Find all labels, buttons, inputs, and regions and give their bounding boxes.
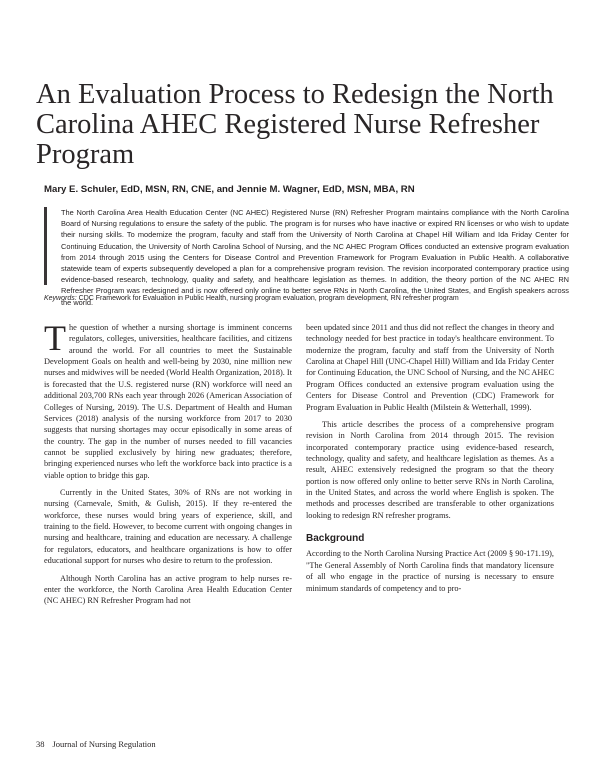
keywords-label: Keywords: [44, 295, 77, 302]
body-column-right [306, 322, 554, 594]
keywords-line [44, 295, 574, 302]
intro-paragraph-1 [44, 318, 292, 481]
keywords-text: CDC Framework for Evaluation in Public Health, nursing program evaluation, program development, RN refresher program [76, 295, 459, 302]
article-title: An Evaluation Process to Redesign the North Carolina AHEC Registered Nurse Refresher Program [36, 79, 554, 170]
section-heading-background: Background [306, 533, 365, 545]
intro-paragraph-2: Currently in the United States, 30% of RNs are not working in nursing (Carnevale, Smith, & Gulish, 2015). If they re-entered the workforce, these nurses would bring years of experience, skill, and training to the field. However, to become current with ongoing changes in nursing and healthcare, training and education are necessary. A challenge for regulators, educators, and healthcare organizations is how to offer educational support for nurses who desire to return to the profession. [44, 488, 292, 566]
background-paragraph-1: According to the North Carolina Nursing Practice Act (2009 § 90-171.19), "The General Assembly of North Carolina finds that mandatory licensure of all who engage in the practice of nursing is necessary to ensure minimum standards of competency and to pro- [306, 549, 554, 593]
body-column-left [44, 318, 292, 607]
intro-paragraph-3: Although North Carolina has an active program to help nurses re-enter the workforce, the North Carolina Area Health Education Center (NC AHEC) RN Refresher Program had not [44, 573, 292, 606]
intro-paragraph-1-text: he question of whether a nursing shortage is imminent concerns regulators, colleges, universities, healthcare facilities, and citizens around the world. For all countries to meet the Sustainable Development Goals on health and well-being by 2030, nine million new nurses and midwives will be needed (World Health Organization, 2018). It is forecasted that the U.S. registered nurse (RN) workforce will need an additional 203,700 RNs each year through 2026 (American Association of Colleges of Nursing, 2019). The U.S. Department of Health and Human Services (2018) analysis of the nursing workforce from 2017 to 2030 suggests that nursing shortages may occur episodically in some areas of the country. The gap in the number of nurses needed to fill vacancies cannot be supplied exclusively by hiring new graduates; therefore, bringing experienced nurses who left the workforce back into practice is a viable option to bridge this gap. [44, 323, 292, 480]
journal-name: Journal of Nursing Regulation [52, 739, 156, 749]
page-number: 38 [36, 739, 45, 749]
drop-cap: T [44, 318, 66, 358]
intro-paragraph-4: been updated since 2011 and thus did not reflect the changes in theory and technology needed for best practice in today's healthcare environment. To modernize the program, faculty and staff from the University of North Carolina at Chapel Hill (UNC-Chapel Hill) William and Ida Friday Center for Continuing Education, the UNC School of Nursing, and the NC AHEC Program Offices conducted an extensive program evaluation using the Centers for Disease Control and Prevention (CDC) Framework for Program Evaluation in Public Health (Milstein & Wetterhall, 1999). [306, 323, 554, 412]
authors-line: Mary E. Schuler, EdD, MSN, RN, CNE, and Jennie M. Wagner, EdD, MSN, MBA, RN [44, 184, 415, 195]
intro-paragraph-5: This article describes the process of a comprehensive program revision in North Carolina from 2014 through 2015. The revision incorporated contemporary practice using evidence-based research, technology, quality and safety, and healthcare legislation as themes. As a result, AHEC extensively redesigned the program so that the theory portion is now offered only online to better serve RNs in North Carolina, in the United States, and across the world where English is spoken. The methods and processes described are transferable to other organizations looking to redesign RN refresher programs. [306, 419, 554, 520]
abstract-text: The North Carolina Area Health Education Center (NC AHEC) Registered Nurse (RN) Refresher Program maintains compliance with the North Carolina Board of Nursing regulations to ensure the safety of the public. The program is for nurses who have inactive or expired RN licenses or who wish to update their nursing skills. To modernize the program, faculty and staff from the University of North Carolina at Chapel Hill William and Ida Friday Center for Continuing Education, the University of North Carolina School of Nursing, and the NC AHEC Program Offices conducted an extensive program evaluation from 2014 through 2015 using the Centers for Disease Control and Prevention Framework for Program Evaluation in Public Health. A collaborative statewide team of experts subsequently developed a plan for a comprehensive program revision. The revision incorporated contemporary practice using evidence-based research, technology, quality and safety, and healthcare legislation as themes. In addition, the theory portion of the NC AHEC RN Refresher Program was redesigned and is now offered only online to better serve RNs in North Carolina, the United States, and English speakers across the world. [61, 208, 569, 307]
page-footer [36, 739, 156, 749]
